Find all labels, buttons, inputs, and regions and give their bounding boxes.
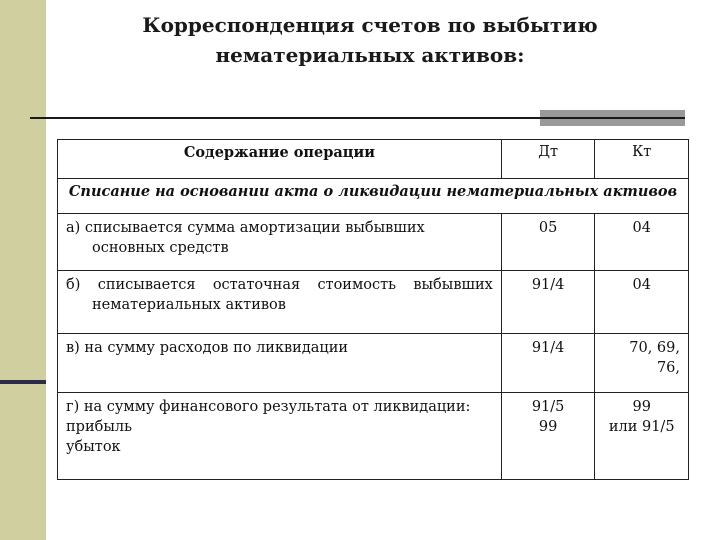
table-row <box>58 393 689 480</box>
credit-cell <box>595 214 689 271</box>
header-debit: Дт <box>501 140 595 179</box>
table-row <box>58 334 689 393</box>
operation-cell <box>58 271 502 334</box>
operation-cell <box>58 334 502 393</box>
table-header-row <box>58 140 689 179</box>
table-row <box>58 271 689 334</box>
operation-word: выбывших <box>413 277 493 293</box>
debit-value: 05 <box>538 220 558 236</box>
operation-text: в) на сумму расходов по ликвидации <box>66 340 349 356</box>
credit-cell <box>595 334 689 393</box>
debit-cell <box>501 334 595 393</box>
title-line-1: Корреспонденция счетов по выбытию <box>142 13 598 37</box>
header-credit: Кт <box>595 140 689 179</box>
credit-value: 04 <box>632 220 651 236</box>
sidebar-accent-line <box>0 380 46 384</box>
credit-value: 76, <box>656 360 680 376</box>
debit-value: 99 <box>538 419 558 435</box>
operation-text-justified <box>66 275 493 295</box>
title-line-2: нематериальных активов: <box>215 43 525 67</box>
table-row <box>58 214 689 271</box>
credit-value: 04 <box>632 277 651 293</box>
debit-cell <box>501 271 595 334</box>
operation-cell <box>58 214 502 271</box>
operation-text: основных средств <box>92 240 229 256</box>
title-rule <box>30 117 685 119</box>
credit-value: 99 <box>632 399 651 415</box>
debit-cell <box>501 393 595 480</box>
credit-value: 70, 69, <box>629 340 680 356</box>
operation-word: остаточная <box>212 277 301 293</box>
credit-cell <box>595 271 689 334</box>
operation-text: нематериальных активов <box>92 297 286 313</box>
decorative-sidebar <box>0 0 46 540</box>
debit-cell <box>501 214 595 271</box>
section-row <box>58 179 689 214</box>
operation-text: а) списывается сумма амортизации выбывших <box>66 220 425 236</box>
credit-value: или 91/5 <box>608 419 675 435</box>
operation-word: стоимость <box>317 277 397 293</box>
credit-cell <box>595 393 689 480</box>
accounts-table <box>57 139 689 480</box>
debit-value: 91/4 <box>531 277 565 293</box>
operation-text: г) на сумму финансового результата от ликвидации: <box>66 399 471 415</box>
section-title: Списание на основании акта о ликвидации нематериальных активов <box>58 179 689 214</box>
operation-cell <box>58 393 502 480</box>
slide-title <box>110 10 630 70</box>
operation-text: прибыль <box>66 419 132 435</box>
header-operation: Содержание операции <box>58 140 502 179</box>
debit-value: 91/4 <box>531 340 565 356</box>
debit-value: 91/5 <box>531 399 565 415</box>
operation-text: убыток <box>66 439 121 455</box>
operation-word: б) <box>66 277 81 293</box>
operation-word: списывается <box>97 277 196 293</box>
